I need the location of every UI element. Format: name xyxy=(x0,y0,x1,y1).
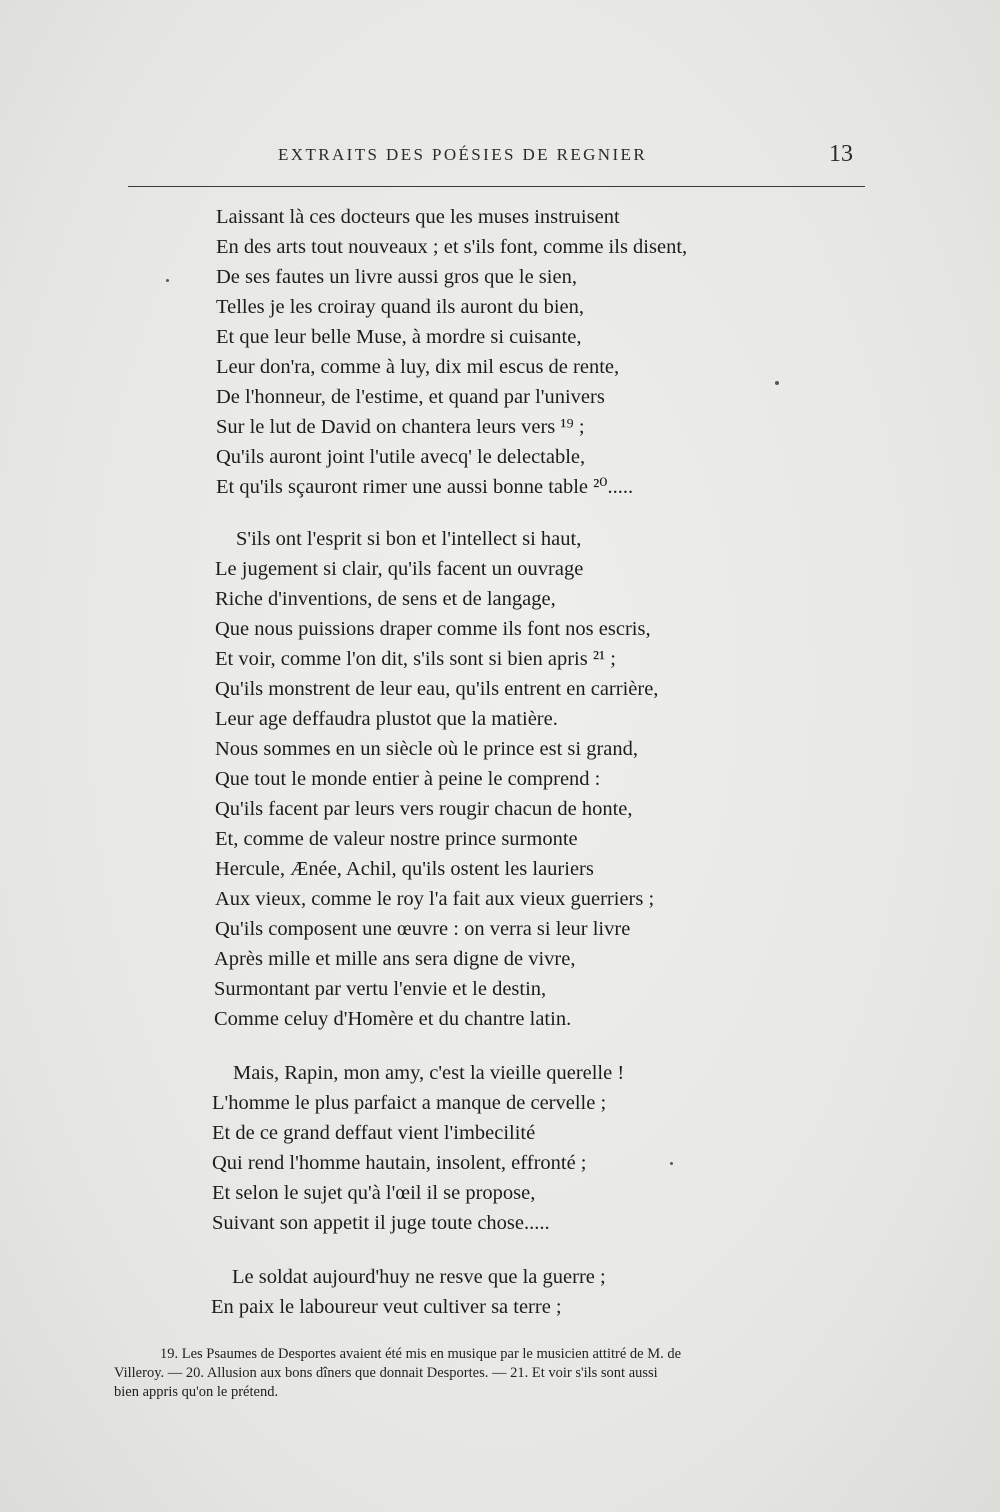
verse-line: Le jugement si clair, qu'ils facent un ouvrage xyxy=(215,558,584,580)
verse-line: Après mille et mille ans sera digne de vivre, xyxy=(214,948,576,970)
verse-line: Qu'ils auront joint l'utile avecq' le delectable, xyxy=(216,446,586,468)
verse-line: De l'honneur, de l'estime, et quand par l'univers xyxy=(216,386,605,408)
footnote-line: Villeroy. — 20. Allusion aux bons dîners que donnait Desportes. — 21. Et voir s'ils sont aussi xyxy=(114,1365,658,1381)
verse-line: Leur don'ra, comme à luy, dix mil escus de rente, xyxy=(216,356,620,378)
verse-line: Surmontant par vertu l'envie et le destin, xyxy=(214,978,547,1000)
verse-line: Suivant son appetit il juge toute chose..... xyxy=(212,1212,550,1234)
verse-line: Mais, Rapin, mon amy, c'est la vieille querelle ! xyxy=(233,1062,625,1084)
verse-line: Leur age deffaudra plustot que la matière. xyxy=(215,708,558,730)
verse-line: En paix le laboureur veut cultiver sa terre ; xyxy=(211,1296,562,1318)
header-rule xyxy=(128,186,865,187)
verse-line: Que nous puissions draper comme ils font nos escris, xyxy=(215,618,651,640)
verse-line: Qui rend l'homme hautain, insolent, effronté ; xyxy=(212,1152,587,1174)
footnote-line: bien appris qu'on le prétend. xyxy=(114,1384,279,1400)
verse-line: Comme celuy d'Homère et du chantre latin. xyxy=(214,1008,572,1030)
verse-line: Qu'ils composent une œuvre : on verra si leur livre xyxy=(215,918,631,940)
verse-line: Et selon le sujet qu'à l'œil il se propose, xyxy=(212,1182,536,1204)
verse-line: Et qu'ils sçauront rimer une aussi bonne table ²⁰..... xyxy=(216,476,634,498)
verse-line: Riche d'inventions, de sens et de langage, xyxy=(215,588,556,610)
verse-line: L'homme le plus parfaict a manque de cervelle ; xyxy=(212,1092,607,1114)
ink-speck xyxy=(775,381,779,385)
verse-line: Hercule, Ænée, Achil, qu'ils ostent les lauriers xyxy=(215,858,594,880)
verse-line: S'ils ont l'esprit si bon et l'intellect si haut, xyxy=(236,528,582,550)
verse-line: Sur le lut de David on chantera leurs vers ¹⁹ ; xyxy=(216,416,585,438)
verse-line: Que tout le monde entier à peine le comprend : xyxy=(215,768,601,790)
verse-line: Laissant là ces docteurs que les muses instruisent xyxy=(216,206,620,228)
verse-line: Aux vieux, comme le roy l'a fait aux vieux guerriers ; xyxy=(215,888,655,910)
verse-line: Nous sommes en un siècle où le prince est si grand, xyxy=(215,738,639,760)
verse-line: Qu'ils facent par leurs vers rougir chacun de honte, xyxy=(215,798,633,820)
ink-speck xyxy=(670,1162,673,1165)
running-title: EXTRAITS DES POÉSIES DE REGNIER xyxy=(278,145,648,164)
verse-line: Et, comme de valeur nostre prince surmonte xyxy=(215,828,578,850)
footnotes xyxy=(114,1345,856,1402)
verse-line: Et que leur belle Muse, à mordre si cuisante, xyxy=(216,326,582,348)
running-head xyxy=(130,143,865,173)
verse-line: Et voir, comme l'on dit, s'ils sont si bien apris ²¹ ; xyxy=(215,648,616,670)
verse-line: Telles je les croiray quand ils auront du bien, xyxy=(216,296,585,318)
ink-speck xyxy=(166,279,169,282)
verse-line: Et de ce grand deffaut vient l'imbecilité xyxy=(212,1122,536,1144)
verse-line: Le soldat aujourd'huy ne resve que la guerre ; xyxy=(232,1266,606,1288)
verse-line: En des arts tout nouveaux ; et s'ils font, comme ils disent, xyxy=(216,236,688,258)
page-number: 13 xyxy=(829,141,853,167)
verse-line: Qu'ils monstrent de leur eau, qu'ils entrent en carrière, xyxy=(215,678,659,700)
footnote-line: 19. Les Psaumes de Desportes avaient été mis en musique par le musicien attitré de M. de xyxy=(160,1346,682,1362)
verse-line: De ses fautes un livre aussi gros que le sien, xyxy=(216,266,577,288)
